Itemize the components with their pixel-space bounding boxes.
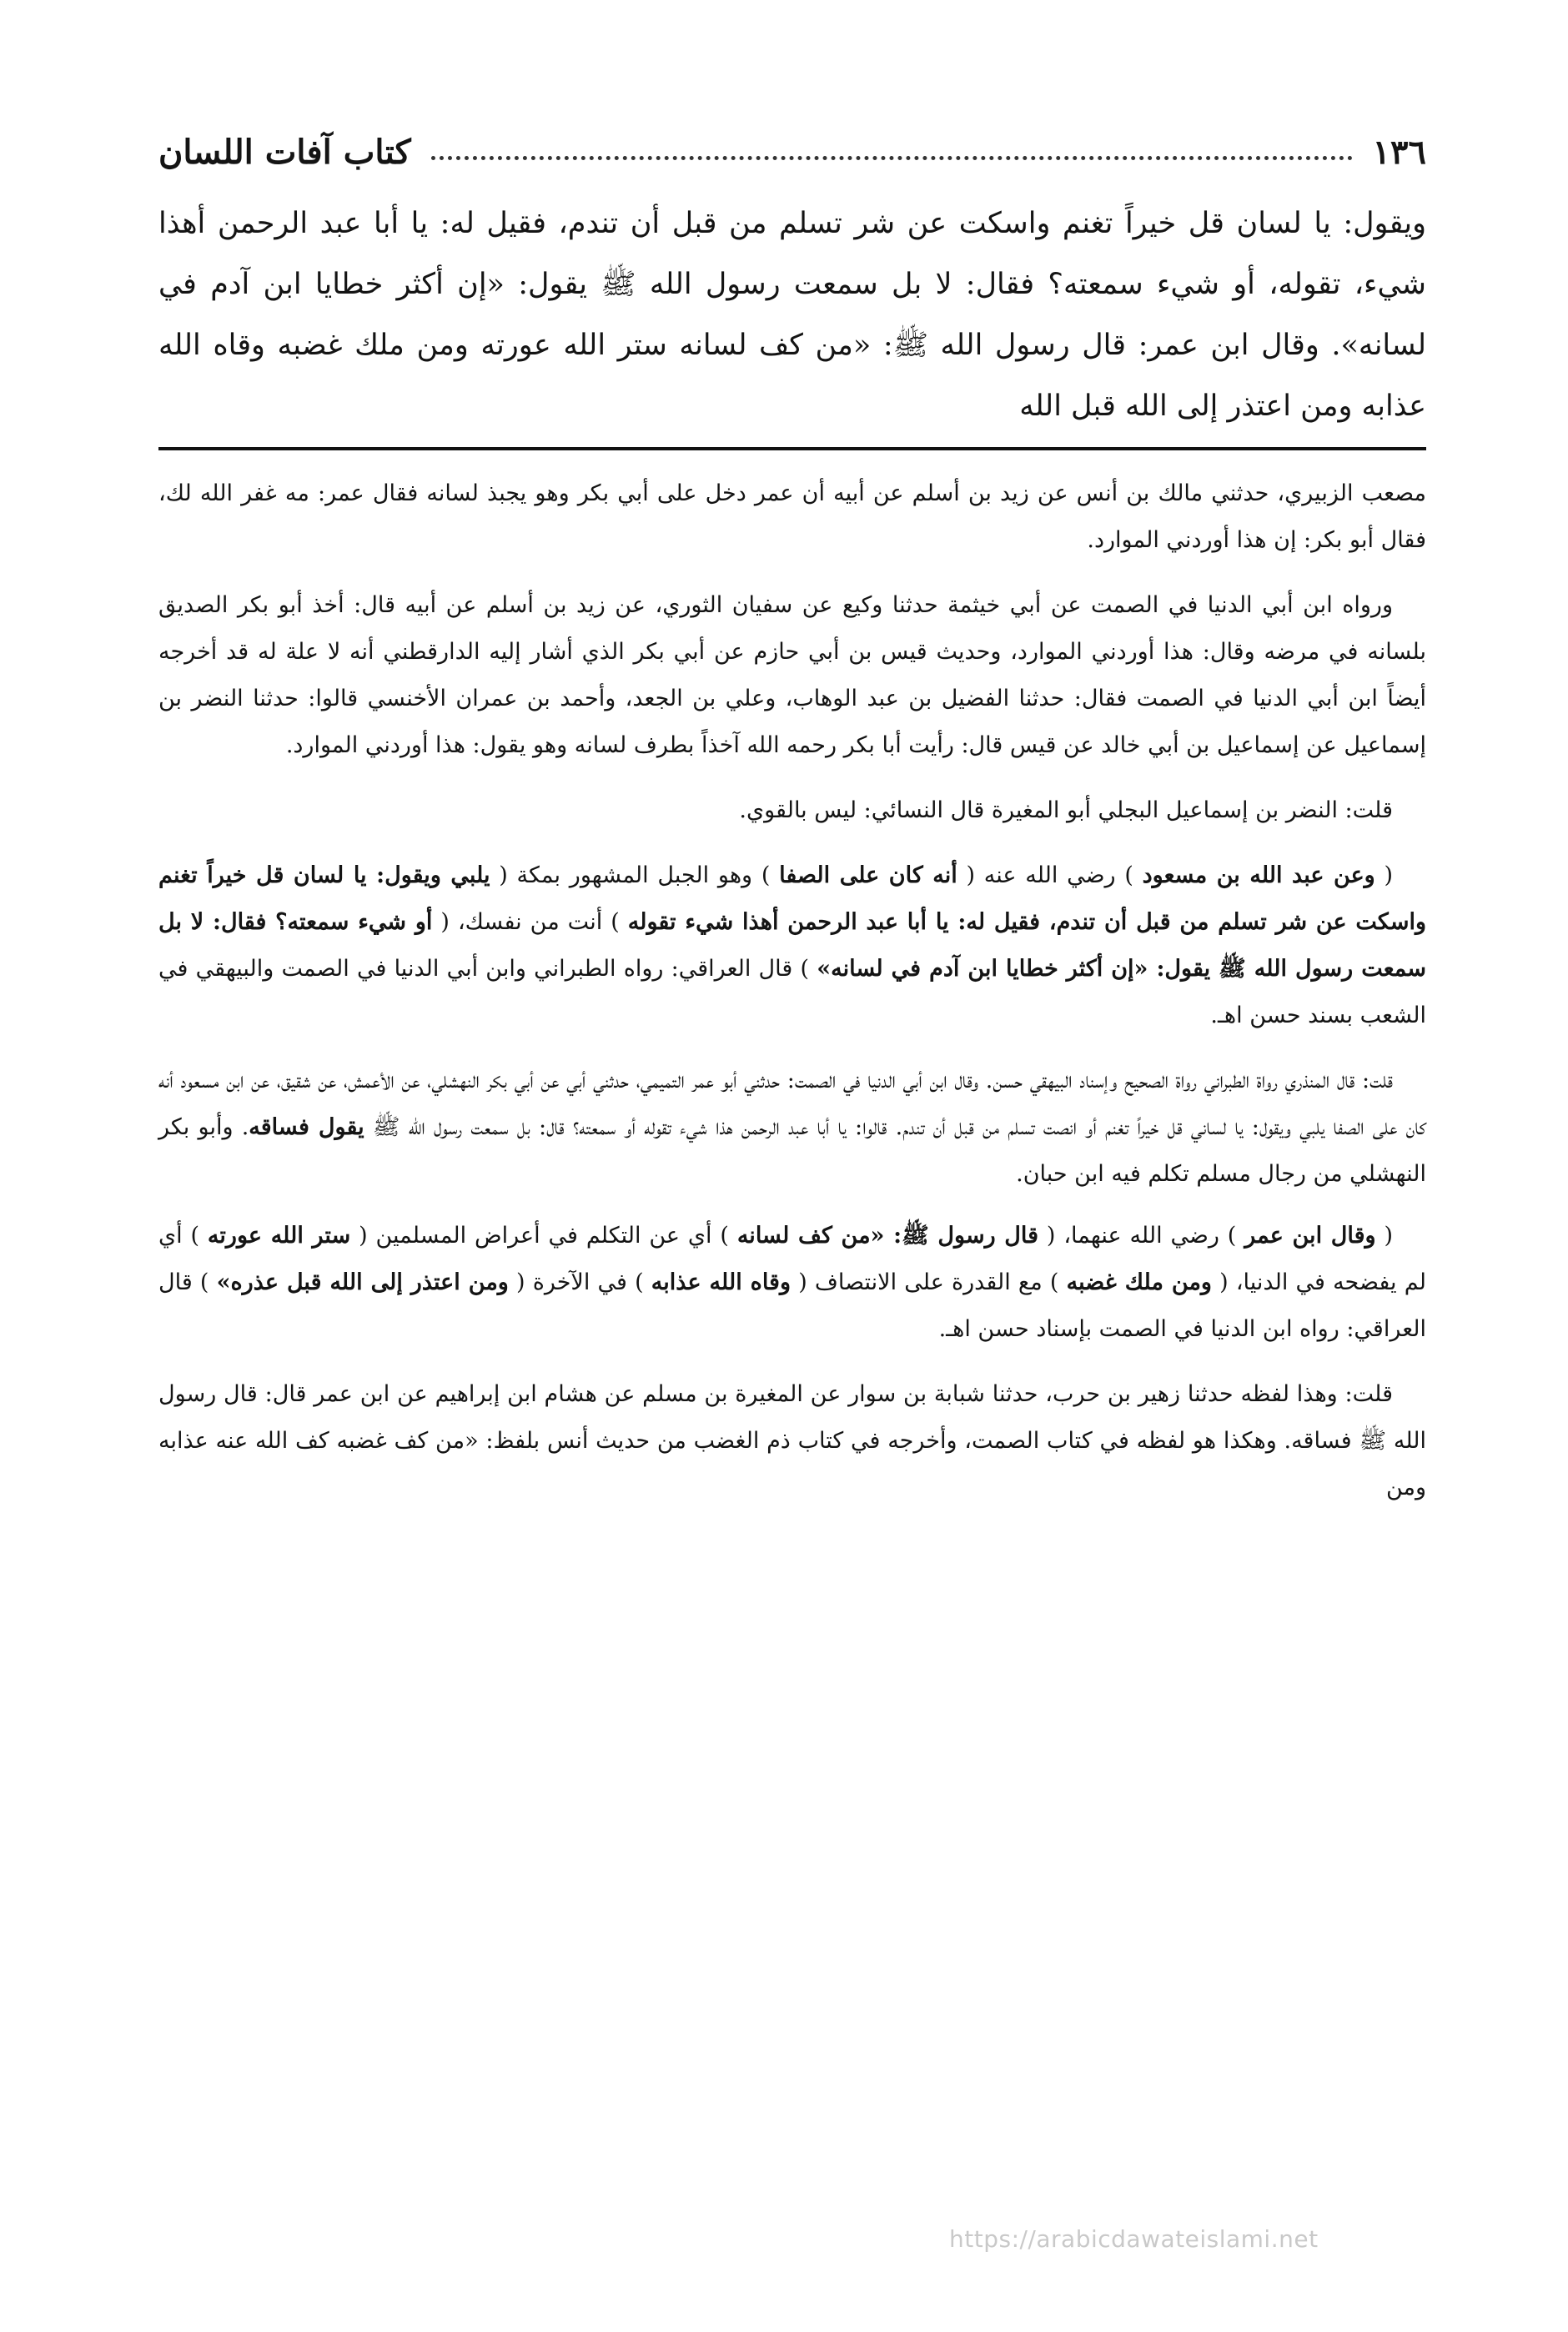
- commentary-paragraph-4: [158, 852, 1426, 1039]
- bold-matn: وقال ابن عمر: [1244, 1223, 1376, 1249]
- commentary-paragraph-7: قلت: وهذا لفظه حدثنا زهير بن حرب، حدثنا شبابة بن سوار عن المغيرة بن مسلم عن هشام ابن إبراهيم عن ابن عمر قال: قال رسول الله ﷺ فساقه. وهكذا هو لفظه في كتاب الصمت، وأخرجه في كتاب ذم الغضب من حديث أنس بلفظ: «من كف غضبه كف الله عنه عذابه ومن: [158, 1381, 1426, 1500]
- main-paragraph: ويقول: يا لسان قل خيراً تغنم واسكت عن شر تسلم من قبل أن تندم، فقيل له: يا أبا عبد الرحمن أهذا شيء، تقوله، أو شيء سمعته؟ فقال: لا بل سمعت رسول الله ﷺ يقول: «إن أكثر خطايا ابن آدم في لسانه». وقال ابن عمر: قال رسول الله ﷺ: «من كف لسانه ستر الله عورته ومن ملك غضبه وقاه الله عذابه ومن اعتذر إلى الله قبل الله: [158, 207, 1426, 423]
- bold-matn: أو شيء سمعته؟ فقال: لا بل سمعت رسول الله ﷺ يقول: «إن أكثر خطايا ابن آدم في لسانه»: [158, 909, 1426, 982]
- text-span: ) أي لم يفضحه في الدنيا، (: [158, 1223, 1426, 1295]
- book-page: [158, 117, 1426, 1530]
- commentary-paragraph-5: [158, 1058, 1426, 1198]
- text-span: ) وهو الجبل المشهور بمكة (: [499, 862, 771, 888]
- bold-matn: وعن عبد الله بن مسعود: [1142, 862, 1375, 888]
- main-text: [158, 193, 1426, 437]
- header-dot-leader: [431, 156, 1353, 160]
- text-span: ) قال العراقي: رواه ابن الدنيا في الصمت بإسناد حسن اهـ.: [158, 1269, 1426, 1342]
- bold-matn: أنه كان على الصفا: [779, 862, 957, 888]
- text-span: (: [1384, 1223, 1393, 1249]
- text-span: قلت: قال المنذري رواة الطبراني رواة الصحيح وإسناد البيهقي حسن. وقال ابن أبي الدنيا في الصمت: حدثني أبو عمر التميمي، حدثني أبي عن أبي بكر النهشلي، عن الأعمش، عن شقيق، عن ابن مسعود أنه كان على الصفا يلبي ويقول: يا لساني قل خيراً تغنم أو انصت تسلم من قبل أن تندم. قالوا: يا أبا عبد الرحمن هذا شيء تقوله أو سمعته؟ قال: بل سمعت رسول الله ﷺ: [158, 1068, 1426, 1140]
- commentary-paragraph-1: مصعب الزبيري، حدثني مالك بن أنس عن زيد بن أسلم عن أبيه أن عمر دخل على أبي بكر وهو يجبذ لسانه فقال عمر: مه غفر الله لك، فقال أبو بكر: إن هذا أوردني الموارد.: [158, 480, 1426, 553]
- text-span: . وأبو بكر النهشلي من رجال مسلم تكلم فيه ابن حبان.: [158, 1114, 1426, 1187]
- commentary-paragraph-6: [158, 1213, 1426, 1353]
- text-span: ) مع القدرة على الانتصاف (: [798, 1269, 1059, 1295]
- commentary-paragraph-3: قلت: النضر بن إسماعيل البجلي أبو المغيرة قال النسائي: ليس بالقوي.: [739, 797, 1393, 823]
- source-watermark: https://arabicdawateislami.net: [949, 2225, 1319, 2253]
- bold-matn: يقول فساقه: [249, 1114, 364, 1140]
- bold-matn: يلبي ويقول: يا لسان قل خيراً تغنم واسكت عن شر تسلم من قبل أن تندم، فقيل له: يا أبا عبد الرحمن أهذا شيء تقوله: [158, 862, 1426, 935]
- bold-matn: ومن ملك غضبه: [1066, 1269, 1212, 1295]
- bold-matn: ومن اعتذر إلى الله قبل عذره»: [216, 1269, 509, 1295]
- bold-matn: وقاه الله عذابه: [651, 1269, 792, 1295]
- commentary-paragraph-2: ورواه ابن أبي الدنيا في الصمت عن أبي خيثمة حدثنا وكيع عن سفيان الثوري، عن زيد بن أسلم عن أبيه قال: أخذ أبو بكر الصديق بلسانه في مرضه وقال: هذا أوردني الموارد، وحديث قيس بن أبي حازم عن أبي بكر الذي أشار إليه الدارقطني أنه لا علة له قد أخرجه أيضاً ابن أبي الدنيا في الصمت فقال: حدثنا الفضيل بن عبد الوهاب، وعلي بن الجعد، وأحمد بن عمران الأخنسي قالوا: حدثنا النضر بن إسماعيل عن إسماعيل بن أبي خالد عن قيس قال: رأيت أبا بكر رحمه الله آخذاً بطرف لسانه وهو يقول: هذا أوردني الموارد.: [158, 592, 1427, 758]
- book-title: كتاب آفات اللسان: [158, 133, 411, 172]
- page-number: ١٣٦: [1372, 133, 1426, 172]
- running-header: [158, 117, 1426, 172]
- text-span: ) رضي الله عنهما، (: [1046, 1223, 1237, 1249]
- text-span: (: [1384, 862, 1394, 888]
- bold-matn: ستر الله عورته: [207, 1223, 351, 1249]
- text-span: ) قال العراقي: رواه الطبراني وابن أبي الدنيا في الصمت والبيهقي في الشعب بسند حسن اهـ.: [158, 956, 1426, 1028]
- text-span: ) أي عن التكلم في أعراض المسلمين (: [359, 1223, 729, 1249]
- text-span: ) في الآخرة (: [516, 1269, 644, 1295]
- text-span: ) أنت من نفسك، (: [440, 909, 620, 935]
- commentary: [158, 470, 1426, 1511]
- text-span: ) رضي الله عنه (: [966, 862, 1133, 888]
- footnote-separator: [158, 447, 1426, 450]
- bold-matn: قال رسول ﷺ: «من كف لسانه: [736, 1223, 1039, 1249]
